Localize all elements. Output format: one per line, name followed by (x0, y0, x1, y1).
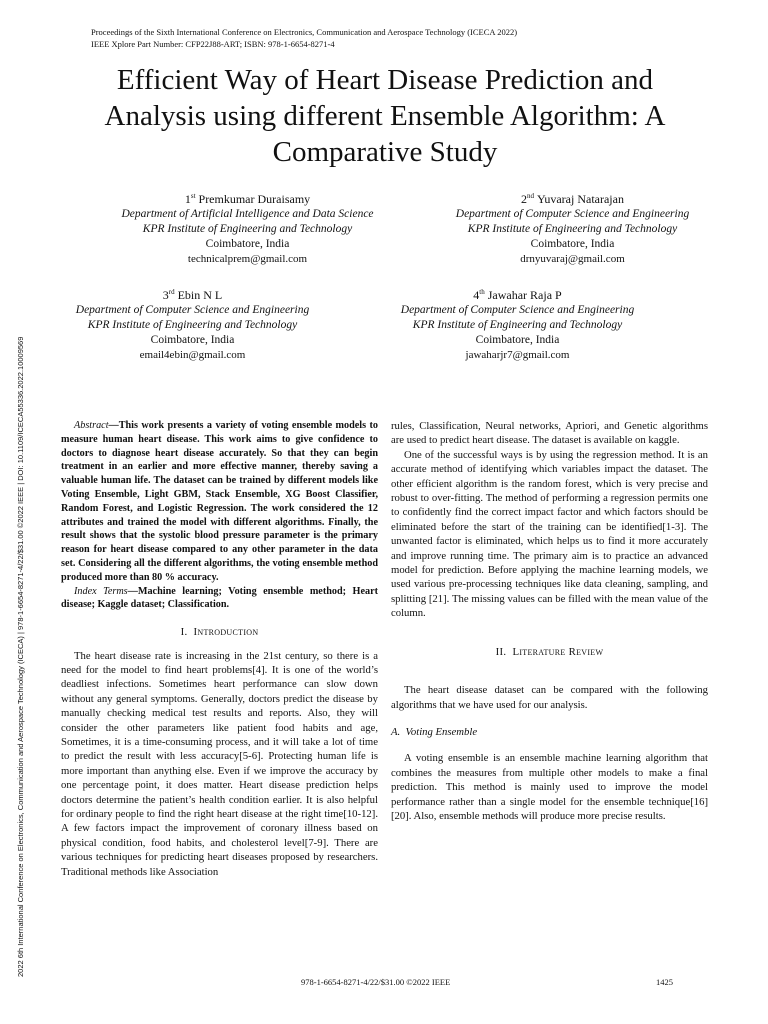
conference-header (91, 26, 517, 50)
author-city: Coimbatore, India (530, 238, 615, 250)
author-block-3 (45, 288, 340, 363)
author-city: Coimbatore, India (205, 238, 290, 250)
author-department: Department of Computer Science and Engineering (400, 304, 635, 316)
abstract (61, 419, 378, 585)
author-email: jawaharjr7@gmail.com (465, 349, 570, 361)
paper-title: Efficient Way of Heart Disease Prediction and Analysis using different Ensemble Algorithm: A Comparative Study (104, 64, 666, 168)
author-name: 2nd Yuvaraj Natarajan (521, 192, 624, 206)
footer-copyright: 978-1-6654-8271-4/22/$31.00 ©2022 IEEE (301, 977, 451, 987)
header-line-1: Proceedings of the Sixth International Conference on Electronics, Communication and Aerospace Technology (ICECA 2022) (91, 27, 518, 37)
author-name: 4th Jawahar Raja P (473, 288, 562, 302)
author-institute: KPR Institute of Engineering and Technology (87, 319, 298, 331)
right-column (391, 419, 708, 823)
author-block-4 (365, 288, 670, 363)
author-department: Department of Computer Science and Engineering (75, 304, 310, 316)
author-institute: KPR Institute of Engineering and Technology (467, 223, 678, 235)
author-email: technicalprem@gmail.com (187, 253, 308, 265)
intro-paragraph: The heart disease rate is increasing in the 21st century, so there is a need for the model to find heart problems[4]. It is one of the world’s deadliest infections. Sometimes heart performance can slow down without any general symptoms. Generally, doctors predict the disease by manually checking medical test results and reports. Also, they will consider the other parameters like patient food habits and age, Sometimes, it is a time-consuming process, and it will take a lot of time to predict the result with less accuracy[5-6]. Protecting human life is more important than anything else. Even if we improve the accuracy by one percentage point, it does matter. Heart disease prediction helps doctors determine the patient’s health condition earlier. It is also helpful for ordinary people to find the right heart disease at the right time[10-12]. A few factors impact the improvement of coronary illness based on physical condition, food habits, and cholesterol level[7-9]. There are various techniques for predicting heart diseases proposed by researchers. Traditional methods like Association (61, 649, 378, 878)
page-number: 1425 (656, 977, 673, 987)
author-block-2 (420, 192, 725, 267)
author-block-1 (90, 192, 405, 267)
author-institute: KPR Institute of Engineering and Technology (412, 319, 623, 331)
section-heading-introduction: I. Introduction (180, 626, 259, 639)
abstract-text: —This work presents a variety of voting ensemble models to measure human heart disease. This work aims to give confidence to doctors to diagnose heart disease accurately. So that they can begin treatment in an earlier and more effective manner, thereby saving a valuable human life. The dataset can be trained by different models like Voting Ensemble, Light GBM, Stack Ensemble, XG Boost Classifier, Random Forest, and Logistic Regression. The work considered the 12 attributes and trained the model with different algorithms. Finally, the result shows that the systolic blood pressure parameter is the primary reason for heart disease compared to any other parameter in the data set. Considering all the different algorithms, the voting ensemble method produced more than 80 % accuracy. (61, 420, 378, 583)
section-heading-literature-review: II. Literature Review (495, 645, 604, 658)
author-name: 1st Premkumar Duraisamy (184, 192, 311, 206)
author-email: email4ebin@gmail.com (139, 349, 246, 361)
subsection-heading-voting-ensemble: A. Voting Ensemble (391, 725, 478, 738)
side-citation: 2022 6th International Conference on Electronics, Communication and Aerospace Technology (ICECA) | 978-1-6654-8271-4/22/$31.00 ©2022 IEEE | DOI: 10.1109/ICECA55336.2022.10009569 (16, 336, 25, 977)
author-department: Department of Computer Science and Engineering (455, 208, 690, 220)
author-institute: KPR Institute of Engineering and Technology (142, 223, 353, 235)
body-paragraph: rules, Classification, Neural networks, Apriori, and Genetic algorithms are used to predict heart disease. The dataset is available on kaggle. (391, 420, 708, 447)
literature-paragraph: The heart disease dataset can be compared with the following algorithms that we have used for our analysis. (391, 684, 708, 711)
author-city: Coimbatore, India (150, 334, 235, 346)
left-column (61, 419, 378, 879)
author-city: Coimbatore, India (475, 334, 560, 346)
header-line-2: IEEE Xplore Part Number: CFP22J88-ART; ISBN: 978-1-6654-8271-4 (91, 39, 335, 49)
index-terms (61, 585, 378, 613)
author-email: drnyuvaraj@gmail.com (520, 253, 625, 265)
body-paragraph: One of the successful ways is by using the regression method. It is an accurate method of identifying which variables impact the dataset. The other efficient algorithm is the random forest, which is very precise and robust to over-fitting. The method of performing a regression permits one to confidently find the correct impact factor and which factors should be eliminated before the start of the training can be identified[1-3]. The unwanted factor is eliminated, which helps us to find it more accurately and improve running time. The primary aim is to practice an advanced model for prediction. Before applying the machine learning models, we used various pre-processing techniques like data cleaning, sampling, and splitting [21]. The missing values can be filled with the mean value of the column. (391, 448, 708, 620)
index-terms-text: —Machine learning; Voting ensemble method; Heart disease; Kaggle dataset; Classification. (61, 585, 378, 611)
index-terms-label: Index Terms (74, 585, 128, 597)
author-name: 3rd Ebin N L (162, 288, 223, 302)
abstract-label: Abstract (74, 420, 109, 431)
author-department: Department of Artificial Intelligence and Data Science (121, 208, 374, 220)
voting-ensemble-paragraph: A voting ensemble is an ensemble machine learning algorithm that combines the measures from multiple other models to make a final prediction. This method is mainly used to improve the model performance rather than a single model for the ensemble technique[16][20]. Also, ensemble methods will produce more precise results. (391, 752, 708, 822)
